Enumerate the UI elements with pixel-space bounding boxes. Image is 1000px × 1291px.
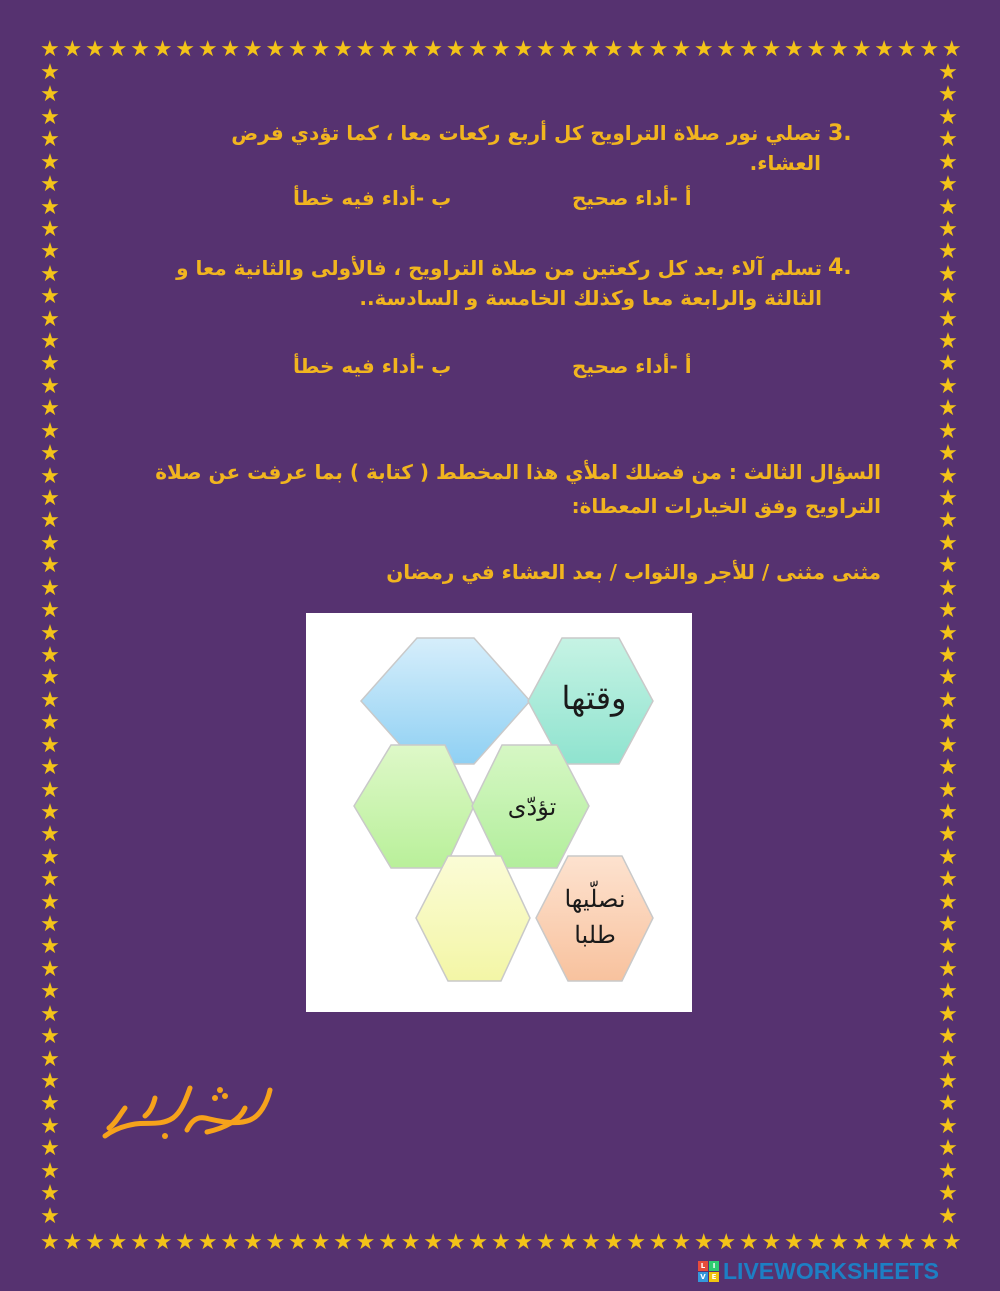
star-icon: ★ bbox=[603, 1230, 624, 1255]
question-3-number: 3. bbox=[828, 121, 852, 146]
star-icon: ★ bbox=[941, 1230, 962, 1255]
star-icon: ★ bbox=[938, 934, 958, 960]
star-icon: ★ bbox=[40, 598, 60, 624]
star-icon: ★ bbox=[40, 239, 60, 265]
star-icon: ★ bbox=[938, 822, 958, 848]
star-icon: ★ bbox=[536, 37, 556, 62]
star-icon: ★ bbox=[40, 1068, 60, 1094]
star-icon: ★ bbox=[938, 441, 958, 467]
star-icon: ★ bbox=[938, 216, 958, 242]
star-icon: ★ bbox=[938, 867, 958, 893]
star-icon: ★ bbox=[896, 1230, 917, 1255]
star-icon: ★ bbox=[175, 37, 196, 62]
star-icon: ★ bbox=[851, 1230, 872, 1255]
star-icon: ★ bbox=[938, 1181, 958, 1207]
liveworksheets-logo-icon bbox=[698, 1261, 719, 1282]
star-icon: ★ bbox=[40, 979, 60, 1005]
star-icon: ★ bbox=[626, 1230, 646, 1255]
hexagon-diagram bbox=[306, 613, 692, 1012]
star-icon: ★ bbox=[468, 37, 489, 62]
star-icon: ★ bbox=[310, 1230, 331, 1255]
star-icon: ★ bbox=[851, 37, 872, 62]
star-icon: ★ bbox=[919, 37, 940, 62]
star-icon: ★ bbox=[938, 508, 958, 534]
star-icon: ★ bbox=[716, 37, 737, 62]
star-icon: ★ bbox=[40, 104, 60, 130]
star-icon: ★ bbox=[938, 306, 958, 332]
star-icon: ★ bbox=[355, 37, 376, 62]
star-icon: ★ bbox=[938, 844, 958, 870]
star-icon: ★ bbox=[423, 37, 444, 62]
star-icon: ★ bbox=[938, 239, 958, 265]
star-icon: ★ bbox=[40, 82, 60, 108]
star-icon: ★ bbox=[581, 1230, 601, 1255]
star-icon: ★ bbox=[40, 822, 60, 848]
star-icon: ★ bbox=[242, 1230, 263, 1255]
star-icon: ★ bbox=[829, 37, 849, 62]
star-icon: ★ bbox=[938, 642, 958, 668]
star-icon: ★ bbox=[40, 799, 60, 825]
star-icon: ★ bbox=[938, 396, 958, 422]
star-icon: ★ bbox=[40, 642, 60, 668]
star-icon: ★ bbox=[938, 620, 958, 646]
question-4-option-a[interactable]: أ -أداء صحيح bbox=[572, 354, 692, 378]
star-icon: ★ bbox=[738, 1230, 759, 1255]
star-icon: ★ bbox=[40, 216, 60, 242]
liveworksheets-brand bbox=[698, 1256, 998, 1286]
star-icon: ★ bbox=[197, 37, 218, 62]
star-icon: ★ bbox=[40, 575, 60, 601]
star-icon: ★ bbox=[40, 463, 60, 489]
star-icon: ★ bbox=[938, 194, 958, 220]
star-icon: ★ bbox=[40, 867, 60, 893]
star-icon: ★ bbox=[40, 306, 60, 332]
star-icon: ★ bbox=[938, 351, 958, 377]
star-icon: ★ bbox=[938, 261, 958, 287]
star-icon: ★ bbox=[938, 1001, 958, 1027]
star-icon: ★ bbox=[938, 1158, 958, 1184]
liveworksheets-name: LIVEWORKSHEETS bbox=[723, 1257, 939, 1284]
star-icon: ★ bbox=[40, 508, 60, 534]
star-icon: ★ bbox=[40, 844, 60, 870]
star-icon: ★ bbox=[938, 104, 958, 130]
signature-image bbox=[95, 1068, 295, 1148]
star-icon: ★ bbox=[40, 755, 60, 781]
star-icon: ★ bbox=[265, 37, 286, 62]
star-icon: ★ bbox=[265, 1230, 286, 1255]
star-icon: ★ bbox=[85, 1230, 105, 1255]
star-icon: ★ bbox=[938, 1203, 958, 1228]
star-icon: ★ bbox=[648, 1230, 669, 1255]
star-icon: ★ bbox=[40, 777, 60, 803]
star-icon: ★ bbox=[40, 172, 60, 198]
hexagon-diagram-svg bbox=[306, 613, 692, 1012]
star-icon: ★ bbox=[938, 373, 958, 399]
question-4-text: تسلم آلاء بعد كل ركعتين من صلاة التراويح ، فالأولى والثانية معا و الثالثة والرابعة معا وكذلك الخامسة و السادسة.. bbox=[176, 256, 822, 310]
star-icon: ★ bbox=[40, 1136, 60, 1162]
star-icon: ★ bbox=[40, 441, 60, 467]
star-icon: ★ bbox=[152, 37, 173, 62]
star-icon: ★ bbox=[938, 710, 958, 736]
star-icon: ★ bbox=[130, 37, 150, 62]
hexagon-orange-label-line1: نصلّيها bbox=[564, 885, 626, 913]
star-icon: ★ bbox=[938, 575, 958, 601]
star-icon: ★ bbox=[938, 149, 958, 175]
third-question-text: السؤال الثالث : من فضلك املأي هذا المخطط ( كتابة ) بما عرفت عن صلاة التراويح وفق الخيارات المعطاة: bbox=[155, 460, 881, 518]
question-4-number: 4. bbox=[828, 255, 852, 280]
star-icon: ★ bbox=[938, 418, 958, 444]
star-icon: ★ bbox=[400, 37, 421, 62]
star-icon: ★ bbox=[938, 687, 958, 713]
star-icon: ★ bbox=[400, 1230, 421, 1255]
star-icon: ★ bbox=[40, 194, 60, 220]
star-icon: ★ bbox=[288, 37, 308, 62]
star-icon: ★ bbox=[220, 37, 241, 62]
star-icon: ★ bbox=[40, 37, 60, 62]
star-icon: ★ bbox=[40, 351, 60, 377]
star-icon: ★ bbox=[40, 1203, 60, 1228]
star-icon: ★ bbox=[85, 37, 105, 62]
star-icon: ★ bbox=[603, 37, 624, 62]
star-icon: ★ bbox=[938, 912, 958, 938]
star-icon: ★ bbox=[197, 1230, 218, 1255]
star-border-top bbox=[40, 37, 962, 63]
hexagon-orange[interactable] bbox=[536, 856, 653, 981]
star-icon: ★ bbox=[490, 1230, 511, 1255]
star-icon: ★ bbox=[333, 1230, 353, 1255]
star-icon: ★ bbox=[40, 530, 60, 556]
logo-letter-v: V bbox=[698, 1272, 708, 1282]
star-icon: ★ bbox=[220, 1230, 241, 1255]
star-icon: ★ bbox=[938, 1136, 958, 1162]
star-icon: ★ bbox=[40, 1001, 60, 1027]
star-icon: ★ bbox=[693, 37, 714, 62]
hexagon-orange-label-line2: طلبا bbox=[574, 921, 616, 949]
star-icon: ★ bbox=[874, 1230, 894, 1255]
star-icon: ★ bbox=[536, 1230, 556, 1255]
star-icon: ★ bbox=[107, 37, 128, 62]
star-icon: ★ bbox=[40, 553, 60, 579]
star-icon: ★ bbox=[40, 373, 60, 399]
star-icon: ★ bbox=[423, 1230, 444, 1255]
star-icon: ★ bbox=[40, 620, 60, 646]
star-icon: ★ bbox=[62, 1230, 83, 1255]
star-icon: ★ bbox=[938, 755, 958, 781]
star-icon: ★ bbox=[938, 329, 958, 355]
star-icon: ★ bbox=[40, 1046, 60, 1072]
star-icon: ★ bbox=[107, 1230, 128, 1255]
star-icon: ★ bbox=[40, 889, 60, 915]
star-icon: ★ bbox=[40, 934, 60, 960]
star-icon: ★ bbox=[938, 732, 958, 758]
star-icon: ★ bbox=[671, 37, 692, 62]
star-icon: ★ bbox=[806, 37, 827, 62]
star-icon: ★ bbox=[938, 284, 958, 310]
star-icon: ★ bbox=[938, 1113, 958, 1139]
star-icon: ★ bbox=[445, 37, 466, 62]
star-icon: ★ bbox=[40, 261, 60, 287]
star-icon: ★ bbox=[919, 1230, 940, 1255]
star-icon: ★ bbox=[938, 777, 958, 803]
star-icon: ★ bbox=[938, 486, 958, 512]
star-icon: ★ bbox=[938, 799, 958, 825]
star-icon: ★ bbox=[40, 732, 60, 758]
hexagon-teal-label: وقتها bbox=[561, 679, 627, 717]
star-icon: ★ bbox=[513, 37, 534, 62]
star-icon: ★ bbox=[40, 329, 60, 355]
star-icon: ★ bbox=[490, 37, 511, 62]
star-icon: ★ bbox=[938, 956, 958, 982]
logo-letter-e: E bbox=[709, 1272, 719, 1282]
star-icon: ★ bbox=[40, 1181, 60, 1207]
star-icon: ★ bbox=[40, 912, 60, 938]
question-4-option-b[interactable]: ب -أداء فيه خطأ bbox=[293, 354, 452, 378]
star-icon: ★ bbox=[581, 37, 601, 62]
star-icon: ★ bbox=[938, 1024, 958, 1050]
question-3-text: تصلي نور صلاة التراويح كل أربع ركعات معا ، كما تؤدي فرض العشاء. bbox=[231, 121, 821, 175]
star-icon: ★ bbox=[40, 1158, 60, 1184]
star-icon: ★ bbox=[175, 1230, 196, 1255]
star-icon: ★ bbox=[784, 1230, 804, 1255]
star-icon: ★ bbox=[62, 37, 83, 62]
star-icon: ★ bbox=[513, 1230, 534, 1255]
star-icon: ★ bbox=[761, 37, 782, 62]
star-icon: ★ bbox=[938, 82, 958, 108]
star-border-bottom bbox=[40, 1230, 962, 1256]
star-icon: ★ bbox=[130, 1230, 150, 1255]
star-icon: ★ bbox=[938, 1068, 958, 1094]
star-icon: ★ bbox=[938, 553, 958, 579]
star-icon: ★ bbox=[938, 1091, 958, 1117]
hexagon-yellow[interactable] bbox=[416, 856, 530, 981]
star-icon: ★ bbox=[40, 687, 60, 713]
star-icon: ★ bbox=[152, 1230, 173, 1255]
star-icon: ★ bbox=[40, 127, 60, 153]
star-icon: ★ bbox=[468, 1230, 489, 1255]
star-icon: ★ bbox=[938, 598, 958, 624]
star-icon: ★ bbox=[938, 889, 958, 915]
star-border-right bbox=[935, 62, 961, 1228]
star-icon: ★ bbox=[938, 463, 958, 489]
star-icon: ★ bbox=[648, 37, 669, 62]
star-icon: ★ bbox=[40, 486, 60, 512]
star-icon: ★ bbox=[40, 284, 60, 310]
signature-svg bbox=[95, 1068, 295, 1148]
star-icon: ★ bbox=[671, 1230, 692, 1255]
star-icon: ★ bbox=[40, 62, 60, 85]
star-icon: ★ bbox=[784, 37, 804, 62]
star-icon: ★ bbox=[938, 62, 958, 85]
star-icon: ★ bbox=[40, 710, 60, 736]
star-icon: ★ bbox=[40, 418, 60, 444]
star-icon: ★ bbox=[738, 37, 759, 62]
star-icon: ★ bbox=[938, 172, 958, 198]
star-icon: ★ bbox=[941, 37, 962, 62]
star-icon: ★ bbox=[896, 37, 917, 62]
star-icon: ★ bbox=[310, 37, 331, 62]
star-icon: ★ bbox=[829, 1230, 849, 1255]
star-icon: ★ bbox=[693, 1230, 714, 1255]
star-icon: ★ bbox=[874, 37, 894, 62]
star-icon: ★ bbox=[378, 1230, 398, 1255]
star-icon: ★ bbox=[938, 1046, 958, 1072]
star-icon: ★ bbox=[716, 1230, 737, 1255]
star-icon: ★ bbox=[378, 37, 398, 62]
star-icon: ★ bbox=[626, 37, 646, 62]
star-icon: ★ bbox=[40, 956, 60, 982]
logo-letter-l: L bbox=[698, 1261, 708, 1271]
star-border-left bbox=[37, 62, 63, 1228]
star-icon: ★ bbox=[242, 37, 263, 62]
logo-letter-i: I bbox=[709, 1261, 719, 1271]
question-3-option-b[interactable]: ب -أداء فيه خطأ bbox=[293, 186, 452, 210]
star-icon: ★ bbox=[40, 396, 60, 422]
star-icon: ★ bbox=[938, 530, 958, 556]
star-icon: ★ bbox=[558, 37, 579, 62]
star-icon: ★ bbox=[806, 1230, 827, 1255]
star-icon: ★ bbox=[288, 1230, 308, 1255]
star-icon: ★ bbox=[938, 665, 958, 691]
hexagon-green-center-label: تؤدّى bbox=[507, 793, 557, 821]
third-question-choices: مثنى مثنى / للأجر والثواب / بعد العشاء في رمضان bbox=[386, 560, 881, 584]
star-icon: ★ bbox=[445, 1230, 466, 1255]
star-icon: ★ bbox=[938, 127, 958, 153]
star-icon: ★ bbox=[40, 665, 60, 691]
star-icon: ★ bbox=[40, 149, 60, 175]
star-icon: ★ bbox=[40, 1091, 60, 1117]
star-icon: ★ bbox=[40, 1113, 60, 1139]
question-3-option-a[interactable]: أ -أداء صحيح bbox=[572, 186, 692, 210]
star-icon: ★ bbox=[40, 1024, 60, 1050]
star-icon: ★ bbox=[333, 37, 353, 62]
star-icon: ★ bbox=[761, 1230, 782, 1255]
star-icon: ★ bbox=[355, 1230, 376, 1255]
star-icon: ★ bbox=[558, 1230, 579, 1255]
star-icon: ★ bbox=[938, 979, 958, 1005]
star-icon: ★ bbox=[40, 1230, 60, 1255]
